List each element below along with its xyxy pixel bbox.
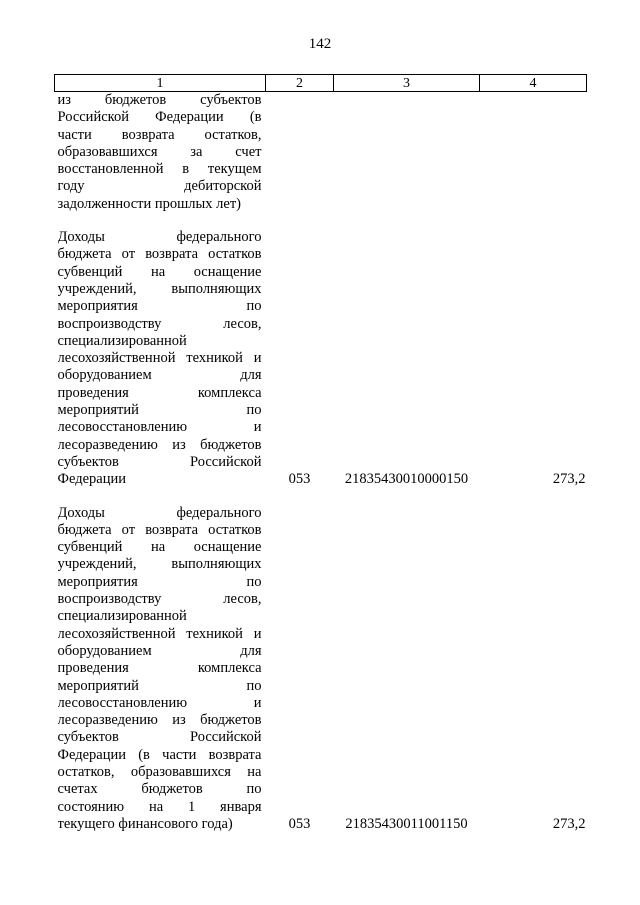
revenue-name-line: образовавшихся за счет: [57, 143, 262, 160]
page-number: 142: [308, 36, 332, 52]
table-row: [55, 505, 587, 834]
revenue-name-line: мероприятия по: [57, 298, 262, 315]
revenue-name-line: Федерации (в части возврата: [57, 746, 262, 763]
header-row: [55, 75, 587, 92]
row-spacer: [55, 489, 587, 505]
revenue-name-line: специализированной: [57, 608, 187, 625]
revenue-name-line: Доходы федерального: [57, 229, 262, 246]
row-spacer-cell: [55, 489, 587, 505]
revenue-name-line: счетах бюджетов по: [57, 781, 262, 798]
column-header-3: 3: [334, 75, 480, 92]
revenue-name-line: из бюджетов субъектов: [57, 92, 262, 108]
budget-classification-code-cell: [334, 92, 480, 214]
revenue-name-line: учреждений, выполняющих: [57, 280, 262, 297]
row-spacer: [55, 213, 587, 229]
revenue-name-line: Доходы федерального: [57, 504, 262, 521]
table-row: [55, 92, 587, 214]
amount-cell: 273,2: [552, 471, 586, 488]
revenue-name-line: Российской Федерации (в: [57, 109, 262, 126]
revenue-name-line: проведения комплекса: [57, 660, 262, 677]
column-header-2: 2: [266, 75, 334, 92]
revenue-name-line: субъектов Российской: [57, 729, 262, 746]
revenue-name-line: субъектов Российской: [57, 453, 262, 470]
revenue-name-line: текущего финансового года): [57, 815, 233, 832]
revenue-name-cell: [55, 92, 266, 214]
revenue-name-line: бюджета от возврата остатков: [57, 246, 262, 263]
revenue-name-line: воспроизводству лесов,: [57, 315, 262, 332]
revenue-name-line: лесоразведению из бюджетов: [57, 436, 262, 453]
revenue-name-line: остатков, образовавшихся на: [57, 763, 262, 780]
admin-code-cell: 053: [288, 815, 311, 832]
revenue-name-line: воспроизводству лесов,: [57, 591, 262, 608]
revenue-name-line: задолженности прошлых лет): [57, 195, 242, 212]
amount-cell: 273,2: [552, 815, 586, 832]
column-header-4: 4: [480, 75, 587, 92]
row-spacer-cell: [55, 213, 587, 229]
revenue-name-line: субвенций на оснащение: [57, 263, 262, 280]
revenue-name-line: учреждений, выполняющих: [57, 556, 262, 573]
revenue-name-line: субвенций на оснащение: [57, 539, 262, 556]
revenue-name-line: году дебиторской: [57, 178, 262, 195]
revenue-name-line: мероприятия по: [57, 573, 262, 590]
column-header-1: 1: [55, 75, 266, 92]
admin-code-cell: 053: [288, 471, 311, 488]
revenue-name-line: лесовосстановлению и: [57, 419, 262, 436]
revenue-name-line: оборудованием для: [57, 367, 262, 384]
revenue-name-line: лесовосстановлению и: [57, 694, 262, 711]
revenue-name-cell: [55, 505, 266, 834]
revenue-name-line: Федерации: [57, 471, 126, 488]
amount-cell: [480, 92, 587, 214]
table-row: [55, 229, 587, 488]
revenue-name-line: части возврата остатков,: [57, 126, 262, 143]
table-header: [55, 75, 587, 92]
revenue-name-line: восстановленной в текущем: [57, 161, 262, 178]
revenue-name-line: лесохозяйственной техникой и: [57, 625, 262, 642]
admin-code-cell: [266, 92, 334, 214]
revenue-name-line: лесоразведению из бюджетов: [57, 712, 262, 729]
revenue-name-line: лесохозяйственной техникой и: [57, 350, 262, 367]
revenue-name-line: мероприятий по: [57, 677, 262, 694]
budget-classification-code-cell: 21835430011001150: [345, 815, 468, 832]
revenue-name-cell: [55, 229, 266, 488]
revenue-name-line: мероприятий по: [57, 402, 262, 419]
revenue-name-line: специализированной: [57, 332, 187, 349]
revenue-name-line: оборудованием для: [57, 642, 262, 659]
table-body: [55, 92, 587, 834]
budget-revenue-table: [54, 74, 587, 833]
revenue-name-line: бюджета от возврата остатков: [57, 521, 262, 538]
budget-classification-code-cell: 21835430010000150: [344, 471, 469, 488]
revenue-name-line: проведения комплекса: [57, 384, 262, 401]
revenue-name-line: состоянию на 1 января: [57, 798, 262, 815]
